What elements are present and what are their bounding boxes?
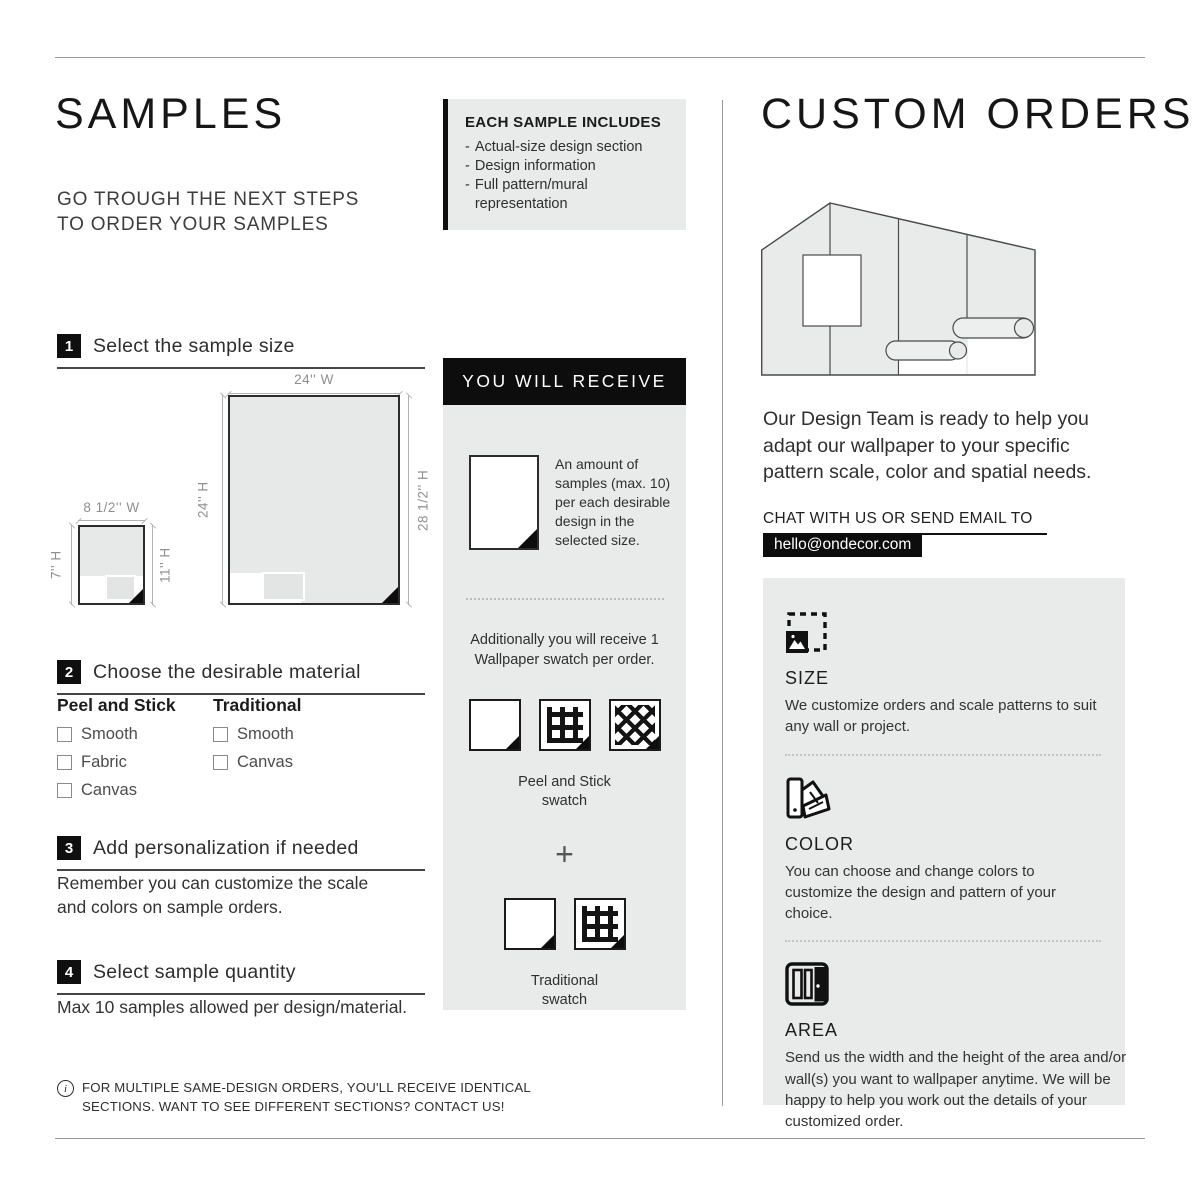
material-option-label: Canvas	[81, 781, 137, 799]
footer-note-text: FOR MULTIPLE SAME-DESIGN ORDERS, YOU'LL RECEIVE IDENTICAL SECTIONS. WANT TO SEE DIFFERENT SECTIONS? CONTACT US!	[82, 1080, 531, 1115]
design-team-intro: Our Design Team is ready to help you adapt our wallpaper to your specific pattern scale, color and spatial needs.	[763, 408, 1092, 484]
step-4-label: Select sample quantity	[93, 960, 296, 983]
bottom-rule	[55, 1138, 1145, 1139]
area-icon	[785, 962, 829, 1006]
feature-area-title: AREA	[785, 1020, 839, 1041]
material-title-peel: Peel and Stick	[57, 695, 176, 715]
checkbox-icon[interactable]	[57, 727, 72, 742]
material-option-fabric[interactable]	[57, 753, 176, 772]
material-option-label: Canvas	[237, 753, 293, 771]
step-4-number: 4	[57, 960, 81, 984]
samples-title: SAMPLES	[55, 90, 287, 138]
step-1-header	[57, 334, 425, 369]
contact-email[interactable]: hello@ondecor.com	[763, 533, 922, 557]
bullet-dash: -	[465, 176, 470, 193]
large-sample-width-label: 24'' W	[294, 372, 334, 387]
small-sample-left-height-label: 7'' H	[48, 550, 64, 580]
wallpaper-wall-illustration	[761, 200, 1037, 377]
dotted-divider	[466, 598, 664, 600]
crosshatch-swatch-icon	[609, 699, 661, 751]
plain-swatch-icon	[504, 898, 556, 950]
material-column-peel	[57, 695, 176, 800]
large-sample-fold-corner	[382, 587, 398, 603]
includes-item-text: Full pattern/mural representation	[474, 176, 588, 212]
includes-item-text: Actual-size design section	[474, 139, 643, 155]
fold-corner-icon	[576, 736, 589, 749]
peel-swatch-row	[443, 699, 686, 751]
large-sample-left-height-label: 24'' H	[195, 481, 211, 519]
feature-color-text: You can choose and change colors to customize the design and pattern of your choice.	[785, 862, 1056, 923]
small-left-dim-line	[71, 525, 72, 605]
sample-size-diagram	[48, 370, 437, 620]
material-option-smooth[interactable]	[57, 725, 176, 744]
traditional-swatch-label: Traditional swatch	[530, 972, 599, 1009]
includes-item	[465, 157, 674, 176]
includes-item-text: Design information	[474, 157, 596, 174]
material-option-canvas-trad[interactable]	[213, 753, 301, 772]
includes-item	[465, 138, 674, 157]
step-2-header	[57, 660, 425, 695]
custom-features-panel	[763, 578, 1127, 1131]
additional-swatch-text: Additionally you will receive 1 Wallpaper swatch per order.	[470, 632, 659, 669]
size-icon	[785, 610, 829, 654]
small-sample-right-height-label: 11'' H	[157, 547, 173, 583]
custom-orders-title: CUSTOM ORDERS	[761, 90, 1195, 138]
samples-amount-text: An amount of samples (max. 10) per each desirable design in the selected size.	[555, 456, 671, 549]
bullet-dash: -	[465, 139, 470, 155]
large-left-dim-line	[222, 395, 223, 605]
fold-corner-icon	[518, 529, 537, 548]
large-sample-right-height-label: 28 1/2'' H	[415, 469, 431, 531]
bullet-dash: -	[465, 157, 470, 174]
feature-area-text: Send us the width and the height of the area and/or wall(s) you want to wallpaper anytime. We will be happy to help you work out the details of your customized order.	[785, 1049, 1127, 1131]
material-option-smooth-trad[interactable]	[213, 725, 301, 744]
includes-title: EACH SAMPLE INCLUDES	[465, 114, 662, 131]
small-width-dim-line	[78, 520, 145, 521]
plus-sign: +	[555, 835, 574, 872]
checkbox-icon[interactable]	[213, 755, 228, 770]
step-1-label: Select the sample size	[93, 334, 295, 357]
step-3-label: Add personalization if needed	[93, 836, 359, 859]
info-icon: i	[57, 1080, 74, 1097]
includes-item	[465, 176, 674, 214]
step-4-header	[57, 960, 425, 995]
step-3-text: Remember you can customize the scale and colors on sample orders.	[57, 873, 369, 917]
step-4-text: Max 10 samples allowed per design/material.	[57, 997, 408, 1017]
top-rule	[55, 57, 1145, 58]
material-option-canvas[interactable]	[57, 781, 176, 800]
feature-size-title: SIZE	[785, 668, 830, 688]
color-icon	[785, 776, 831, 820]
chat-with-us-label: CHAT WITH US OR SEND EMAIL TO	[763, 510, 1047, 535]
small-sample-fold-corner	[129, 589, 143, 603]
small-right-dim-line	[152, 525, 153, 605]
footer-note	[57, 1078, 557, 1116]
step-1-number: 1	[57, 334, 81, 358]
samples-amount-row	[469, 455, 672, 550]
peel-swatch-label: Peel and Stick swatch	[518, 773, 611, 810]
large-sample-rect	[228, 395, 400, 605]
feature-color-title: COLOR	[785, 833, 855, 854]
step-2-label: Choose the desirable material	[93, 660, 361, 683]
large-right-dim-line	[408, 395, 409, 605]
fold-corner-icon	[541, 935, 554, 948]
step-3-header	[57, 836, 425, 871]
large-sample-inner-square	[262, 572, 305, 601]
small-sample-rect	[78, 525, 145, 605]
sample-sheet-icon	[469, 455, 539, 550]
grid-swatch-icon	[539, 699, 591, 751]
you-will-receive-header: YOU WILL RECEIVE	[443, 358, 686, 405]
column-divider	[722, 100, 723, 1106]
grid-swatch-icon	[574, 898, 626, 950]
feature-size-text: We customize orders and scale patterns to suit any wall or project.	[785, 697, 1097, 736]
fold-corner-icon	[646, 736, 659, 749]
plain-swatch-icon	[469, 699, 521, 751]
step-2-number: 2	[57, 660, 81, 684]
dotted-divider	[785, 754, 1101, 756]
material-column-traditional	[213, 695, 301, 772]
small-sample-width-label: 8 1/2'' W	[83, 500, 140, 515]
samples-subtitle: GO TROUGH THE NEXT STEPS TO ORDER YOUR SAMPLES	[57, 189, 360, 236]
fold-corner-icon	[506, 736, 519, 749]
step-3-number: 3	[57, 836, 81, 860]
dotted-divider	[785, 940, 1101, 942]
large-width-dim-line	[228, 393, 400, 394]
material-option-label: Smooth	[81, 725, 138, 743]
fold-corner-icon	[611, 935, 624, 948]
checkbox-icon[interactable]	[57, 783, 72, 798]
material-option-label: Fabric	[81, 753, 127, 771]
you-will-receive-panel	[443, 405, 686, 1010]
each-sample-includes-box	[443, 99, 686, 230]
checkbox-icon[interactable]	[57, 755, 72, 770]
traditional-swatch-row	[443, 898, 686, 950]
material-option-label: Smooth	[237, 725, 294, 743]
material-title-traditional: Traditional	[213, 695, 302, 715]
checkbox-icon[interactable]	[213, 727, 228, 742]
